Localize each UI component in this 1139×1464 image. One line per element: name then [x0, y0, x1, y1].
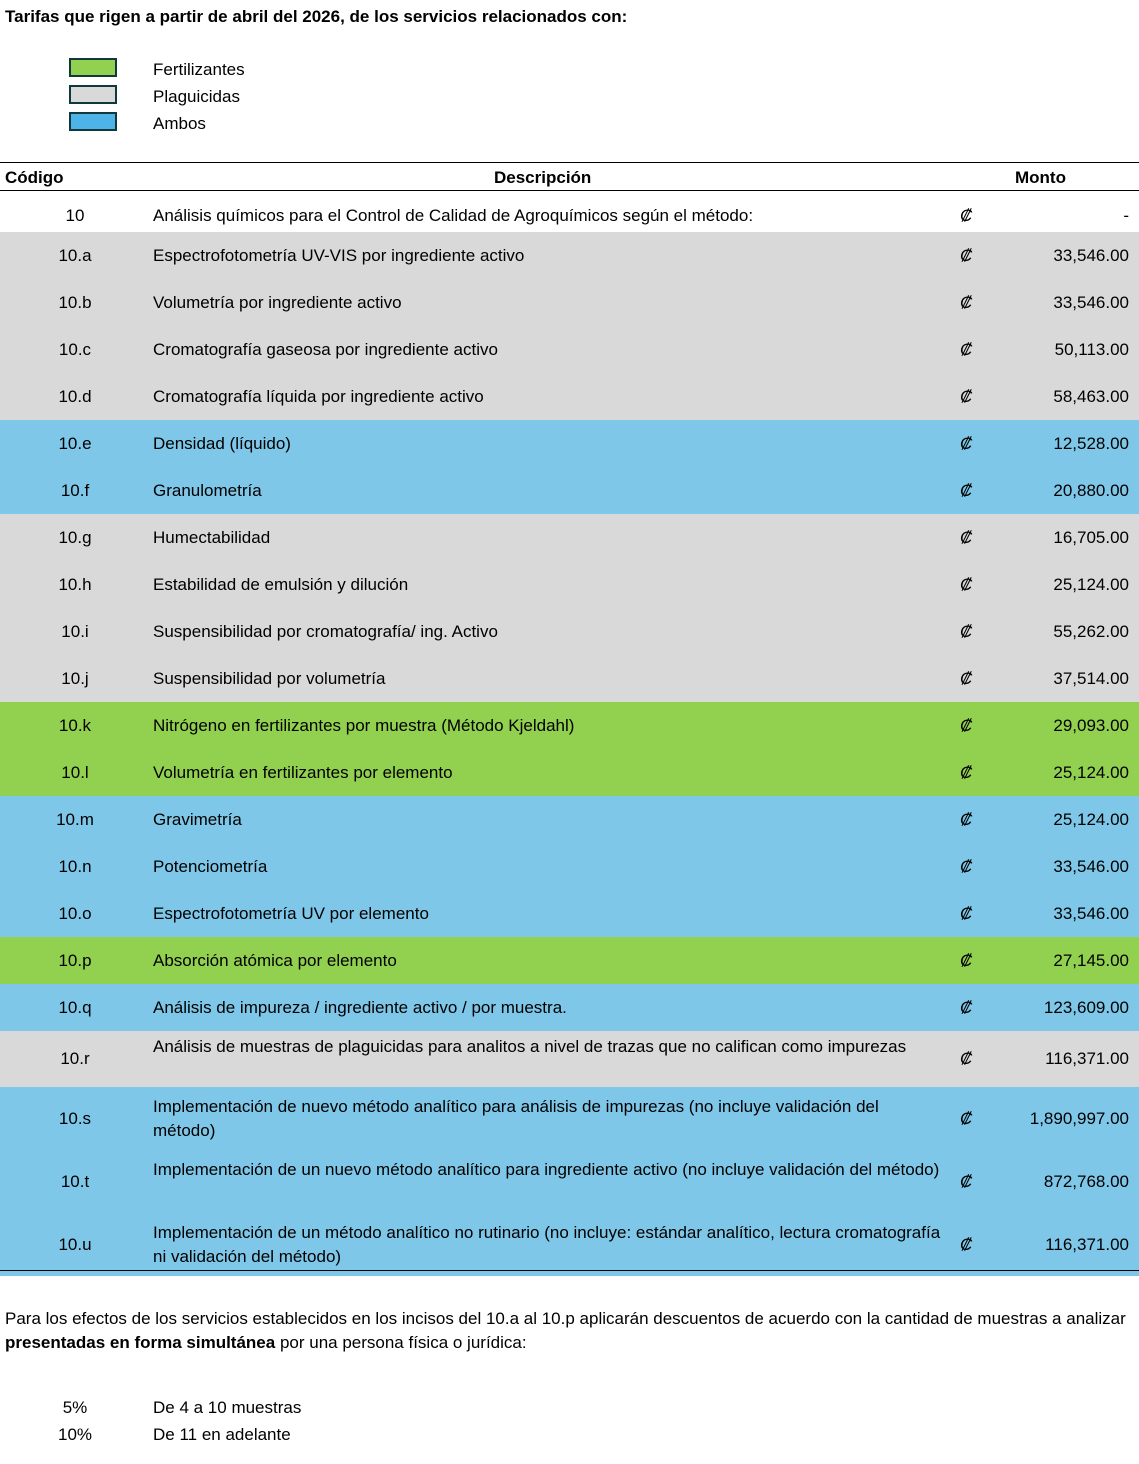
- rates-table: [0, 199, 1139, 1276]
- row-description: Estabilidad de emulsión y dilución: [153, 575, 409, 594]
- currency-symbol: ₡: [960, 246, 973, 265]
- row-code: 10.d: [58, 387, 92, 406]
- discount-range: De 4 a 10 muestras: [153, 1398, 302, 1417]
- row-description: Suspensibilidad por cromatografía/ ing. Activo: [153, 622, 498, 641]
- row-amount: 33,546.00: [1053, 246, 1129, 265]
- row-description: Análisis químicos para el Control de Calidad de Agroquímicos según el método:: [153, 206, 754, 225]
- table-row: [0, 561, 1139, 608]
- row-description: Volumetría en fertilizantes por elemento: [153, 763, 453, 782]
- row-description: Análisis de impureza / ingrediente activo / por muestra.: [153, 998, 567, 1017]
- row-code: 10.q: [58, 998, 92, 1017]
- row-amount: 116,371.00: [1045, 1235, 1129, 1254]
- row-code: 10.h: [58, 575, 92, 594]
- row-amount: 33,546.00: [1053, 857, 1129, 876]
- legend-swatch-ambos: [69, 112, 117, 131]
- table-row: [0, 514, 1139, 561]
- row-code: 10.k: [58, 716, 92, 735]
- currency-symbol: ₡: [960, 857, 973, 876]
- row-code: 10.p: [58, 951, 92, 970]
- currency-symbol: ₡: [960, 904, 973, 923]
- row-amount: 25,124.00: [1053, 763, 1129, 782]
- table-row: [0, 373, 1139, 420]
- table-row: [0, 232, 1139, 279]
- currency-symbol: ₡: [960, 434, 973, 453]
- row-description: Suspensibilidad por volumetría: [153, 669, 386, 688]
- currency-symbol: ₡: [960, 622, 973, 641]
- table-row: [0, 890, 1139, 937]
- table-row: [0, 984, 1139, 1031]
- row-description: Espectrofotometría UV por elemento: [153, 904, 429, 923]
- row-amount: 37,514.00: [1053, 669, 1129, 688]
- row-amount: 872,768.00: [1043, 1172, 1129, 1191]
- table-bottom-rule: [0, 1270, 1139, 1271]
- legend-swatch-fertilizantes: [69, 58, 117, 77]
- row-amount: 58,463.00: [1053, 387, 1129, 406]
- currency-symbol: ₡: [960, 481, 973, 500]
- currency-symbol: ₡: [960, 340, 973, 359]
- legend-label: Ambos: [153, 114, 206, 133]
- row-description: Nitrógeno en fertilizantes por muestra (Método Kjeldahl): [153, 716, 575, 735]
- row-description: Cromatografía gaseosa por ingrediente activo: [153, 340, 498, 359]
- header-code: Código: [5, 168, 64, 187]
- row-description: Volumetría por ingrediente activo: [153, 293, 402, 312]
- note-text-end: por una persona física o jurídica:: [275, 1333, 527, 1352]
- row-code: 10.c: [58, 340, 92, 359]
- row-description: Implementación de un nuevo método analítico para ingrediente activo (no incluye validación del método): [153, 1160, 940, 1179]
- row-description: Densidad (líquido): [153, 434, 291, 453]
- table-row: [0, 199, 1139, 232]
- row-code: 10.f: [60, 481, 90, 500]
- discount-percent: 10%: [57, 1425, 93, 1444]
- currency-symbol: ₡: [960, 1235, 973, 1254]
- row-amount: 1,890,997.00: [1029, 1109, 1129, 1128]
- currency-symbol: ₡: [960, 951, 973, 970]
- row-amount: 20,880.00: [1053, 481, 1129, 500]
- row-description: Humectabilidad: [153, 528, 271, 547]
- table-row: [0, 655, 1139, 702]
- row-description: Análisis de muestras de plaguicidas para analitos a nivel de trazas que no califican como impurezas: [153, 1037, 907, 1056]
- currency-symbol: ₡: [960, 716, 973, 735]
- legend-swatch-plaguicidas: [69, 85, 117, 104]
- currency-symbol: ₡: [960, 763, 973, 782]
- table-row: [0, 326, 1139, 373]
- row-code: 10.n: [58, 857, 92, 876]
- row-code: 10.r: [60, 1049, 90, 1068]
- row-description: Absorción atómica por elemento: [153, 951, 397, 970]
- legend-label: Fertilizantes: [153, 60, 245, 79]
- discount-percent: 5%: [62, 1398, 88, 1417]
- row-amount: 25,124.00: [1053, 810, 1129, 829]
- row-description: Cromatografía líquida por ingrediente activo: [153, 387, 484, 406]
- currency-symbol: ₡: [960, 1172, 973, 1191]
- row-code: 10.u: [58, 1235, 92, 1254]
- row-code: 10.j: [61, 669, 89, 688]
- legend-label: Plaguicidas: [153, 87, 240, 106]
- row-code: 10.i: [61, 622, 89, 641]
- table-row: [0, 608, 1139, 655]
- currency-symbol: ₡: [960, 1049, 973, 1068]
- row-code: 10.o: [58, 904, 92, 923]
- row-code: 10: [65, 206, 85, 225]
- table-row: [0, 843, 1139, 890]
- currency-symbol: ₡: [960, 575, 973, 594]
- row-description: Granulometría: [153, 481, 262, 500]
- row-description: Implementación de un método analítico no rutinario (no incluye: estándar analítico, lectura cromatografía ni validación del método): [153, 1223, 941, 1266]
- row-amount: 16,705.00: [1053, 528, 1129, 547]
- row-description: Espectrofotometría UV-VIS por ingrediente activo: [153, 246, 525, 265]
- table-row: [0, 1213, 1139, 1276]
- row-code: 10.a: [58, 246, 92, 265]
- row-amount: 27,145.00: [1053, 951, 1129, 970]
- row-code: 10.m: [56, 810, 94, 829]
- currency-symbol: ₡: [960, 810, 973, 829]
- table-row: [0, 1150, 1139, 1213]
- row-description: Implementación de nuevo método analítico para análisis de impurezas (no incluye validación del método): [153, 1097, 879, 1140]
- table-row: [0, 279, 1139, 326]
- discount-note: [5, 1307, 1130, 1355]
- page-title: Tarifas que rigen a partir de abril del 2026, de los servicios relacionados con:: [5, 7, 628, 26]
- row-amount: -: [1123, 206, 1129, 225]
- row-code: 10.t: [60, 1172, 90, 1191]
- currency-symbol: ₡: [960, 1109, 973, 1128]
- table-row: [0, 1087, 1139, 1150]
- row-amount: 12,528.00: [1053, 434, 1129, 453]
- currency-symbol: ₡: [960, 387, 973, 406]
- note-text: Para los efectos de los servicios establecidos en los incisos del 10.a al 10.p aplicarán descuentos de acuerdo con la cantidad de muestras a analizar: [5, 1309, 1126, 1328]
- currency-symbol: ₡: [960, 293, 973, 312]
- row-amount: 50,113.00: [1054, 340, 1129, 359]
- table-row: [0, 702, 1139, 749]
- table-row: [0, 1031, 1139, 1087]
- row-amount: 123,609.00: [1043, 998, 1129, 1017]
- row-code: 10.e: [58, 434, 92, 453]
- currency-symbol: ₡: [960, 669, 973, 688]
- row-amount: 29,093.00: [1053, 716, 1129, 735]
- row-code: 10.b: [58, 293, 92, 312]
- table-row: [0, 467, 1139, 514]
- row-code: 10.s: [58, 1109, 92, 1128]
- note-emphasis: presentadas en forma simultánea: [5, 1333, 276, 1352]
- table-row: [0, 937, 1139, 984]
- row-amount: 25,124.00: [1053, 575, 1129, 594]
- row-amount: 116,371.00: [1045, 1049, 1129, 1068]
- table-row: [0, 420, 1139, 467]
- row-code: 10.l: [61, 763, 89, 782]
- row-description: Potenciometría: [153, 857, 268, 876]
- table-header: [0, 162, 1139, 191]
- row-amount: 55,262.00: [1053, 622, 1129, 641]
- header-description: Descripción: [494, 168, 592, 187]
- table-row: [0, 796, 1139, 843]
- row-amount: 33,546.00: [1053, 904, 1129, 923]
- row-description: Gravimetría: [153, 810, 242, 829]
- currency-symbol: ₡: [960, 998, 973, 1017]
- table-row: [0, 749, 1139, 796]
- discount-range: De 11 en adelante: [153, 1425, 291, 1444]
- header-amount: Monto: [1015, 168, 1066, 187]
- row-amount: 33,546.00: [1053, 293, 1129, 312]
- currency-symbol: ₡: [960, 206, 973, 225]
- row-code: 10.g: [58, 528, 92, 547]
- currency-symbol: ₡: [960, 528, 973, 547]
